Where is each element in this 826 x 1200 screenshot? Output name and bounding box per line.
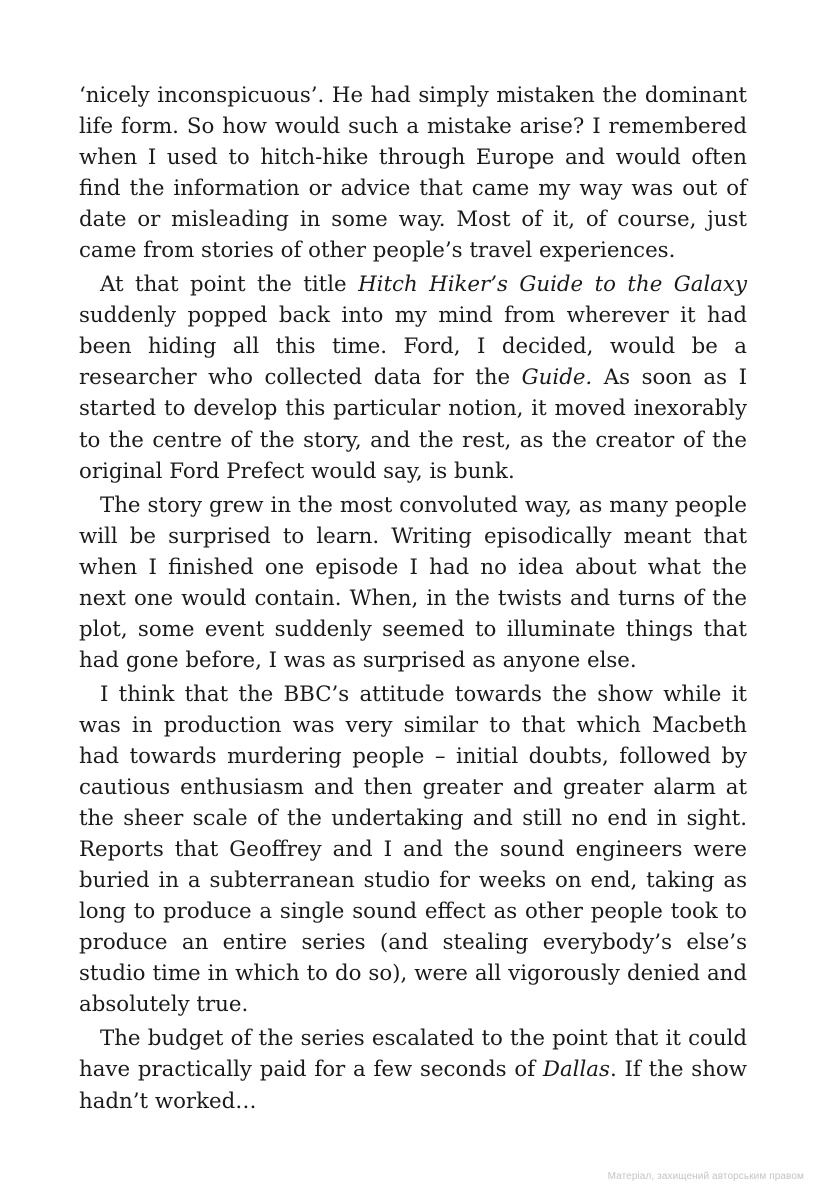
paragraph-2-text-b: suddenly popped back into my mind from wherever it had been hiding all this time. Ford, I decided, would be a researcher who collected data for the — [79, 303, 747, 391]
paragraph-4-text: I think that the BBC’s attitude towards the show while it was in production was very similar to that which Macbeth had towards murdering people – initial doubts, followed by cautious enthusiasm and then greater and greater alarm at the sheer scale of the undertaking and still no end in sight. Reports that Geoffrey and I and the sound engineers were buried in a subterranean studio for weeks on end, taking as long to produce a single sound effect as other people took to produce an entire series (and stealing everybody’s else’s studio time in which to do so), were all vigorously denied and absolutely true. — [79, 681, 747, 1018]
paragraph-5 — [79, 1023, 747, 1116]
paragraph-3-text: The story grew in the most convoluted way, as many people will be surprised to learn. Writing episodically meant that when I finished one episode I had no idea about what the next one would contain. When, in the twists and turns of the plot, some event suddenly seemed to illuminate things that had gone before, I was as surprised as anyone else. — [79, 492, 747, 673]
paragraph-2 — [79, 269, 747, 486]
paragraph-2-text-c: As soon as I started to develop this particular notion, it moved inexorably to the centre of the story, and the rest, as the creator of the original Ford Prefect would say, is bunk. — [79, 365, 747, 484]
book-title-italic: Hitch Hiker’s Guide to the Galaxy — [358, 272, 748, 298]
paragraph-1-text: ‘nicely inconspicuous’. He had simply mistaken the dominant life form. So how would such a mistake arise? I remembered when I used to hitch-hike through Europe and would often find the information or advice that came my way was out of date or misleading in some way. Most of it, of course, just came from stories of other people’s travel experiences. — [79, 83, 747, 264]
copyright-watermark: Матеріал, захищений авторським правом — [607, 1171, 804, 1182]
paragraph-5-text-a: The budget of the series escalated to the point that it could have practically paid for a few seconds of — [79, 1026, 747, 1083]
guide-italic: Guide. — [521, 365, 593, 391]
book-page-body — [79, 80, 747, 1120]
paragraph-5-text-b: . If the show hadn’t worked… — [79, 1057, 747, 1114]
paragraph-3 — [79, 490, 747, 676]
dallas-italic: Dallas — [542, 1057, 610, 1083]
paragraph-4 — [79, 679, 747, 1021]
paragraph-1 — [79, 80, 747, 266]
paragraph-2-text-a: At that point the title — [100, 272, 359, 298]
